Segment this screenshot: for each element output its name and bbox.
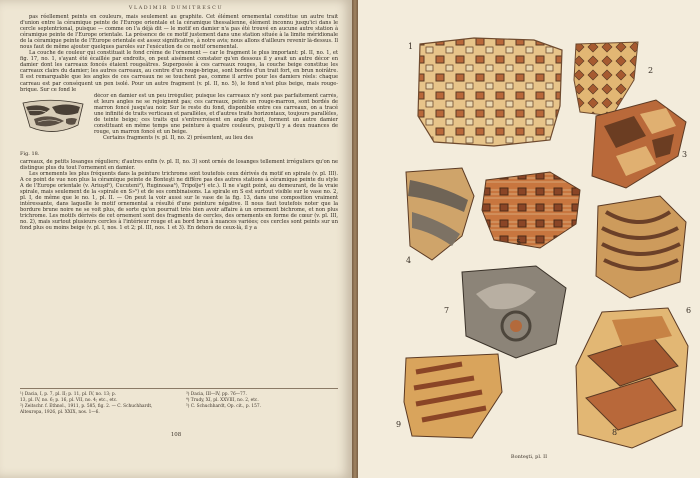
shard-7-grey-spiral — [456, 264, 570, 360]
footnote: ⁴) Trudy, XI, pl. XXVIII, no. 2, etc. — [186, 398, 259, 403]
paragraph: Certains fragments (v. pl. II, no. 2) présentent, au lieu des — [103, 134, 254, 141]
plate-number-3: 3 — [682, 150, 688, 159]
plate-number-2: 2 — [648, 66, 654, 75]
paragraph: décor en damier est un peu irrégulier, puisque les carreaux n'y sont pas parfaitement carrés, et leurs angles ne se rejoignent pas; ces carreaux, peints en rouge-marron, sont bordés de marron foncé jusqu'au noir. Sur le reste du fond, disponible entre ces carreaux, on a tracé une infinité de traits verticaux et parallèles, et d'autres traits horizontaux, toujours parallèles, de teinte beige; ces traits qui s'entrecroisent en angle droit, forment un autre damier constituant en même temps une peinture à quatre couleurs, puisqu'il y a deux nuances de rouge, un marron foncé et un beige. — [94, 92, 338, 135]
paragraph: La couche de couleur qui constituait le fond crème de l'ornement — car le fragment le plus important: pl. II, no. 1, et fig. 17, no. 1, s'ayant été écaillée par endroits, on peut aisément constater qu'en dessous il y avait un autre décor en damier dont les carreaux foncés étaient rougeâtres. Superposée à ces carreaux rouges, la couche beige constitue les carreaux clairs du damier; les autres carreaux, au centre d'un rouge-brique, sont bordés d'un trait fort, en brun noirâtre. Il est remarquable que les angles de ces carreaux ne se touchent pas, comme il arrive pour les damiers réels: chaque carreau est par conséquent un pen isolé. Pour un autre fragment (v. pl. II, no. 5), le fond n'est plus beige, mais rouge-brique. Sur ce fond le — [20, 50, 338, 93]
banded-shard-image — [402, 166, 476, 262]
footnote: ⁵) C. Schuchhardt, Op. cit., p. 157. — [186, 404, 261, 409]
shard-6-striped — [590, 192, 690, 302]
plate-number-4: 4 — [406, 256, 412, 265]
footnotes-left-column — [20, 392, 172, 416]
shard-8-large-bands — [572, 306, 690, 450]
plate-number-6: 6 — [686, 306, 692, 315]
footnote: ¹) Dacia, I, p. 7, pl. II; p. 11, pl. IV, no. 13; p. — [20, 392, 117, 397]
plate-number-5: 5 — [516, 238, 522, 247]
body-text — [20, 14, 338, 231]
plate-number-7: 7 — [444, 306, 450, 315]
plate-number-9: 9 — [396, 420, 402, 429]
shard-5-brick-checkerboard — [480, 170, 584, 250]
striped-shard-image — [402, 352, 506, 442]
checkerboard-shard-image — [480, 170, 584, 250]
shard-9-stripes — [402, 352, 506, 442]
plate-caption: Bonteşti, pl. II — [510, 454, 548, 460]
paragraph: pas réellement peints en couleurs, mais seulement au graphite. Cet élément ornemental constitue un autre trait d'union entre la céramique peinte de l'Europe orientale et la céramique thessalienne, élément inconnu jusqu'ici dans le cercle septentrional, puisque — comme on l'a déjà dit — le motif en damier n'a pas été trouvé en aucune autre station à céramique peinte de l'Europe orientale. La présence de ce motif justement dans une station située à la limite méridionale de la céramique peinte de l'Europe orientale est assez significative, à notre avis; nous allons d'ailleurs revenir là-dessus. Il nous faut de même ajouter quelques paroles sur l'exécution de ce motif ornemental. — [20, 14, 338, 51]
banded-shard-image — [572, 306, 690, 450]
footnotes — [20, 388, 338, 416]
shard-4-grey-bands — [402, 166, 476, 262]
paragraph: Les ornements les plus fréquents dans la peinture trichrome sont toutefois ceux dérivés du motif en spirale (v. pl. III). A ce point de vue non plus la céramique peinte de Bonteşti ne diffère pas des autres stations à céramique peinte du style A de l'Europe orientale (v. Ariuşd¹), Cucuteni²), Ruginoasa³), Tripolje⁴) etc.). Il ne s'agit point, au demeurant, de la vraie spirale, mais seulement de la «spirale en S»⁵) et de ses combinaisons. La spirale en S est surtout visible sur le vase no. 2, pl. I, de même que le no. 1, pl. II. — On peut la voir aussi sur le vase de la fig. 13, dans une composition vraiment intéressante, dans laquelle le motif ornemental a résulté d'une peinture négative. Il nous faut toutefois noter que la bordure brune noire ne se voit plus, de sorte qu'on pourrait très bien avoir affaire à un ornement bichrome, et non plus trichrome. Les motifs dérivés de cet ornement sont des fragments de cercles, des ornements en forme de cœur (v. pl. III, no. 2), mais surtout plusieurs cercles à l'intérieur rouge et au bord brun à nuances variées; ces cercles sont peints sur un fond plus ou moins beige (v. pl. I, nos. 1 et 2; pl. III, nos. 1 et 3). En dehors de ceux-là, il y a — [20, 170, 338, 232]
spiral-shard-image — [456, 264, 570, 360]
lozenge-shard-image — [586, 96, 690, 192]
footnote: ³) Dacia, III—IV, pp. 76—77. — [186, 392, 247, 397]
figure-caption: Fig. 18. — [20, 150, 40, 157]
running-head: VLADIMIR DUMITRESCU — [128, 6, 224, 11]
footnote: 13, pl. IV, no. 6; p. 16, pl. VII, no. 4; etc., etc. — [20, 398, 118, 403]
painted-shard-figure — [20, 95, 86, 143]
plate-number-8: 8 — [612, 428, 618, 437]
plate-page — [358, 0, 700, 478]
page-number: 108 — [170, 432, 182, 438]
checkerboard-shard-image — [414, 36, 566, 148]
shard-1-checkerboard — [414, 36, 566, 148]
figure-wrap-block — [20, 93, 338, 159]
striped-shard-image — [590, 192, 690, 302]
shard-3-irregular-lozenges — [586, 96, 690, 192]
paragraph: carreaux, de petits losanges réguliers; d'autres enfin (v. pl. II, no. 3) sont ornés de losanges tellement irréguliers qu'on ne distingue plus du tout l'ornement en damier. — [20, 158, 338, 171]
plate-number-1: 1 — [408, 42, 414, 51]
figure-18 — [20, 95, 86, 157]
footnote: ²) Zeitschr. f. Ethnol., 1911, p. 585, fig. 2. — C. Schuchhardt, Alteuropa, 1926, pl. XXIX, nos. 1—6. — [20, 404, 153, 415]
footnotes-right-column — [186, 392, 338, 416]
